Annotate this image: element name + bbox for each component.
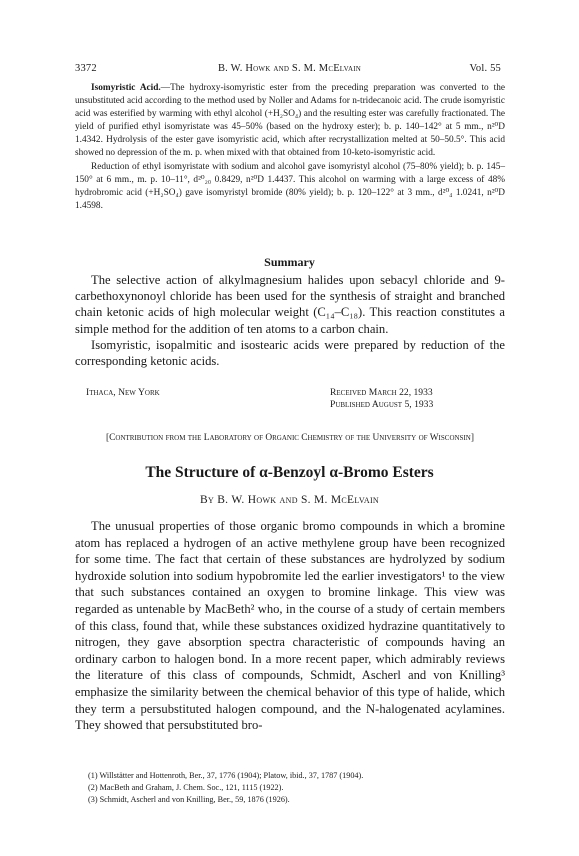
article-title: The Structure of α-Benzoyl α-Bromo Esters: [145, 464, 434, 481]
isomyristic-acid-section: [75, 82, 505, 213]
article-paragraph: The unusual properties of those organic bromo compounds in which a bromine atom has replaced a hydrogen of an active methylene group have been recognized for some time. The fact that certain of these substances are hydrolyzed by sodium hydroxide solution into sodium hypobromite led the earlier investigators¹ to the view that such substances contained an oxygen to bromine linkage. This view was regarded as untenable by MacBeth² who, in the course of a study of certain members of this class, found that, while these substances oxidized hydrazine quantitatively to nitrogen, they gave absorption spectra characteristic of compounds having an ordinary carbon to halogen bond. In a more recent paper, which admirably reviews the literature of this class of compounds, Schmidt, Ascherl and von Knilling³ emphasize the similarity between the chemical behavior of this type of halide, which they term a persubstituted halogen compound, and the N-halogenated acylamines. They showed that persubstituted bro-: [75, 519, 505, 733]
article-body: [75, 518, 505, 734]
footnote-2: (2) MacBeth and Graham, J. Chem. Soc., 121, 1115 (1922).: [88, 783, 284, 792]
footnote-3: (3) Schmidt, Ascherl and von Knilling, Ber., 59, 1876 (1926).: [88, 795, 290, 804]
summary-section: [75, 272, 505, 369]
volume-label: Vol. 55: [469, 63, 501, 74]
summary-heading: Summary: [264, 255, 315, 269]
published-date: Published August 5, 1933: [330, 399, 434, 410]
reduction-paragraph: Reduction of ethyl isomyristate with sodium and alcohol gave isomyristyl alcohol (75–80% yield); b. p. 145–150° at 6 mm., m. p. 10–11°, d²⁰₂₀ 0.8429, n²⁰D 1.4437. This alcohol on warming with a large excess of 48% hydrobromic acid (+H₂SO₄) gave isomyristyl bromide (80% yield); b. p. 120–122° at 3 mm., d²⁰₄ 1.0241, n²⁰D 1.4598.: [75, 161, 505, 211]
footnote-1: (1) Willstätter and Hottenroth, Ber., 37, 1776 (1904); Platow, ibid., 37, 1787 (1904).: [88, 771, 364, 780]
article-byline: By B. W. Howk and S. M. McElvain: [199, 494, 379, 506]
received-date: Received March 22, 1933: [330, 387, 433, 398]
summary-paragraph-1: The selective action of alkylmagnesium halides upon sebacyl chloride and 9-carbethoxynonoyl chloride has been used for the synthesis of straight and branched chain ketonic acids of high molecular weight (C₁₄–C₁₈). This reaction constitutes a simple method for the addition of ten atoms to a carbon chain.: [75, 273, 505, 336]
page-number: 3372: [75, 63, 97, 74]
contribution-note: [Contribution from the Laboratory of Organic Chemistry of the University of Wisconsin]: [106, 433, 474, 443]
running-head-authors: B. W. Howk and S. M. McElvain: [217, 63, 362, 74]
isomyristic-text: —The hydroxy-isomyristic ester from the preceding preparation was converted to the unsubstituted acid according to the method used by Noller and Adams for n-tridecanoic acid. The crude isomyristic acid was esterified by warming with ethyl alcohol (+H₂SO₄) and the resulting ester was carefully fractionated. The yield of purified ethyl isomyristate was 45–50% (based on the hydroxy ester); b. p. 140–142° at 5 mm., n²⁰D 1.4342. Hydrolysis of the ester gave isomyristic acid, which after recrystallization melted at 50–50.5°. This acid showed no depression of the m. p. when mixed with that obtained from 10-keto-isomyristic acid.: [75, 83, 505, 159]
summary-paragraph-2: Isomyristic, isopalmitic and isostearic acids were prepared by reduction of the corresponding ketonic acids.: [75, 337, 505, 369]
isomyristic-heading: Isomyristic Acid.: [91, 83, 161, 93]
isomyristic-paragraph: [75, 82, 505, 161]
dates-block: [330, 387, 433, 411]
location: Ithaca, New York: [86, 387, 160, 398]
